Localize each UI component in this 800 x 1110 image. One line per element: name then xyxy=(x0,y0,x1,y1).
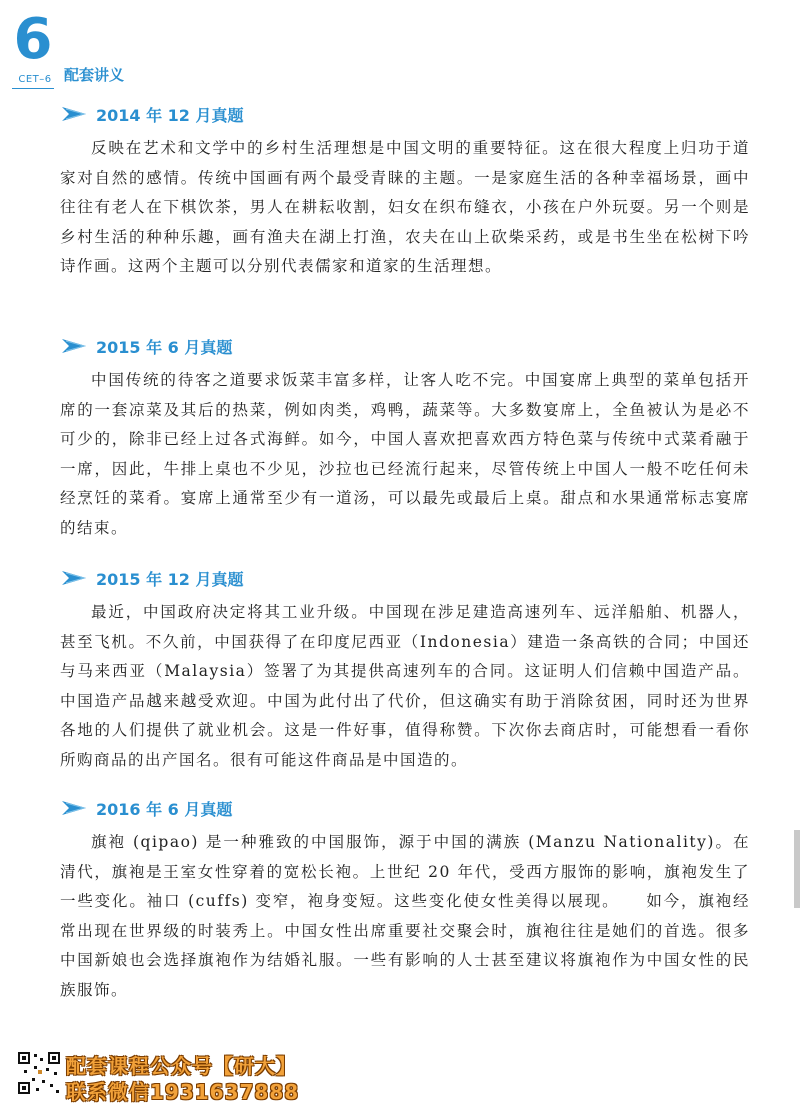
chapter-code: CET–6 xyxy=(18,74,52,85)
section-title: 2015 年 12 月真题 xyxy=(96,569,244,589)
watermark-contact: 联系微信1931637888 xyxy=(66,1080,300,1104)
section-paragraph: 旗袍 (qipao) 是一种雅致的中国服饰，源于中国的满族 (Manzu Nationality)。在清代，旗袍是王室女性穿着的宽松长袍。上世纪 20 年代，受西方服饰的影响，旗袍发生了一些变化。袖口 (cuffs) 变窄，袍身变短。这些变化使女性美得以展现。 如今，旗袍经常出现在世界级的时装秀上。中国女性出席重要社交聚会时，旗袍往往是她们的首选。很多中国新娘也会选择旗袍作为结婚礼服。一些有影响的人士甚至建议将旗袍作为中国女性的民族服饰。 xyxy=(60,833,750,999)
exam-section-2015-12 xyxy=(60,564,750,775)
chapter-number: 6 xyxy=(13,7,53,72)
section-title: 2016 年 6 月真题 xyxy=(96,799,233,819)
exam-section-2015-06 xyxy=(60,332,750,543)
page-edge-tab xyxy=(794,830,800,908)
chapter-divider xyxy=(12,88,54,89)
section-paragraph: 反映在艺术和文学中的乡村生活理想是中国文明的重要特征。这在很大程度上归功于道家对自然的感情。传统中国画有两个最受青睐的主题。一是家庭生活的各种幸福场景，画中往往有老人在下棋饮茶，男人在耕耘收割，妇女在织布缝衣，小孩在户外玩耍。另一个则是乡村生活的种种乐趣，画有渔夫在湖上打渔，农夫在山上砍柴采药，或是书生坐在松树下吟诗作画。这两个主题可以分别代表儒家和道家的生活理想。 xyxy=(60,139,750,275)
arrow-bullet-icon xyxy=(60,569,90,587)
arrow-bullet-icon xyxy=(60,337,90,355)
section-paragraph: 中国传统的待客之道要求饭菜丰富多样，让客人吃不完。中国宴席上典型的菜单包括开席的一套凉菜及其后的热菜，例如肉类，鸡鸭，蔬菜等。大多数宴席上，全鱼被认为是必不可少的，除非已经上过各式海鲜。如今，中国人喜欢把喜欢西方特色菜与传统中式菜肴融于一席，因此，牛排上桌也不少见，沙拉也已经流行起来，尽管传统上中国人一般不吃任何未经烹饪的菜肴。宴席上通常至少有一道汤，可以最先或最后上桌。甜点和水果通常标志宴席的结束。 xyxy=(60,371,750,537)
arrow-bullet-icon xyxy=(60,105,90,123)
book-section-title: 配套讲义 xyxy=(64,66,125,84)
section-heading xyxy=(60,100,750,128)
exam-section-2016-06 xyxy=(60,794,750,1005)
section-paragraph: 最近，中国政府决定将其工业升级。中国现在涉足建造高速列车、远洋船舶、机器人，甚至飞机。不久前，中国获得了在印度尼西亚（Indonesia）建造一条高铁的合同；中国还与马来西亚（Malaysia）签署了为其提供高速列车的合同。这证明人们信赖中国造产品。中国造产品越来越受欢迎。中国为此付出了代价，但这确实有助于消除贫困，同时还为世界各地的人们提供了就业机会。这是一件好事，值得称赞。下次你去商店时，可能想看一看你所购商品的出产国名。很有可能这件商品是中国造的。 xyxy=(60,603,750,769)
section-heading xyxy=(60,564,750,592)
section-title: 2015 年 6 月真题 xyxy=(96,337,233,357)
section-heading xyxy=(60,332,750,360)
watermark-wechat-account: 配套课程公众号【研大】 xyxy=(66,1054,297,1078)
qr-code-icon xyxy=(16,1050,62,1096)
section-title: 2014 年 12 月真题 xyxy=(96,105,244,125)
exam-section-2014-12 xyxy=(60,100,750,282)
arrow-bullet-icon xyxy=(60,799,90,817)
section-heading xyxy=(60,794,750,822)
